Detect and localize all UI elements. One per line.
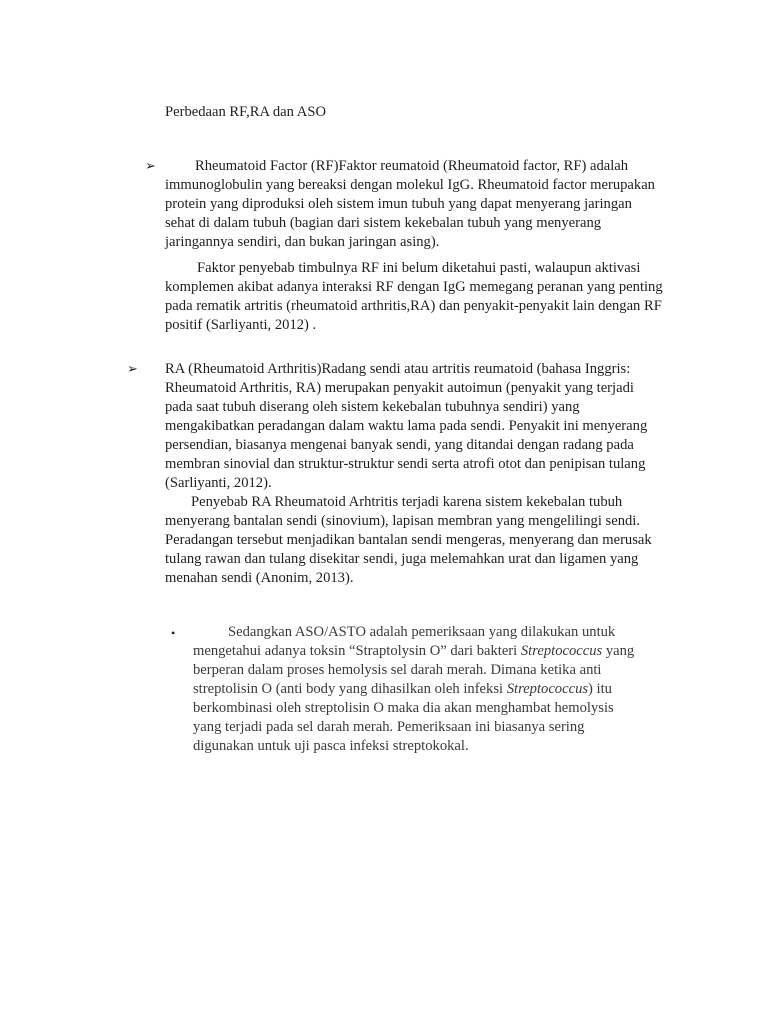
aso-text-c: ) itu berkombinasi oleh streptolisin O maka dia akan menghambat hemolysis yang terjadi pada sel darah merah. Pemeriksaan ini biasanya sering digunakan untuk uji pasca infeksi streptokokal. bbox=[193, 681, 614, 754]
ra-paragraph-2-text: Penyebab RA Rheumatoid Arhtritis terjadi karena sistem kekebalan tubuh menyerang bantalan sendi (sinovium), lapisan membran yang mengelilingi sendi. Peradangan tersebut menjadikan bantalan sendi mengeras, menyerang dan merusak tulang rawan dan tulang disekitar sendi, juga melemahkan urat dan ligamen yang menahan sendi (Anonim, 2013). bbox=[165, 494, 652, 586]
arrow-bullet-icon: ➢ bbox=[145, 158, 156, 173]
ra-paragraph-1 bbox=[165, 360, 663, 493]
dot-bullet-icon: • bbox=[171, 626, 176, 640]
rf-paragraph-2 bbox=[165, 259, 663, 335]
document-title: Perbedaan RF,RA dan ASO bbox=[165, 104, 326, 120]
arrow-bullet-icon: ➢ bbox=[127, 361, 138, 376]
rf-paragraph-1 bbox=[165, 157, 663, 252]
rf-paragraph-1-text: Rheumatoid Factor (RF)Faktor reumatoid (Rheumatoid factor, RF) adalah immunoglobulin yang bereaksi dengan molekul IgG. Rheumatoid factor merupakan protein yang diproduksi oleh sistem imun tubuh yang dapat menyerang jaringan sehat di dalam tubuh (bagian dari sistem kekebalan tubuh yang menyerang jaringannya sendiri, dan bukan jaringan asing). bbox=[165, 158, 655, 250]
ra-paragraph-1-text: RA (Rheumatoid Arthritis)Radang sendi atau artritis reumatoid (bahasa Inggris: Rheumatoid Arthritis, RA) merupakan penyakit autoimun (penyakit yang terjadi pada saat tubuh diserang oleh sistem kekebalan tubuhnya sendiri) yang mengakibatkan peradangan dalam waktu lama pada sendi. Penyakit ini menyerang persendian, biasanya mengenai banyak sendi, yang ditandai dengan radang pada membran sinovial dan struktur-struktur sendi serta atrofi otot dan penipisan tulang (Sarliyanti, 2012). bbox=[165, 361, 648, 491]
aso-text-a: ASO/ASTO adalah pemeriksaan yang dilakukan untuk mengetahui adanya toksin “Straptolysin O” dari bakteri bbox=[193, 624, 616, 659]
aso-paragraph bbox=[193, 623, 638, 756]
aso-text-b: yang berperan dalam proses hemolysis sel darah merah. Dimana ketika anti streptolisin O (anti body yang dihasilkan oleh infeksi bbox=[193, 643, 635, 697]
rf-paragraph-2-text: Faktor penyebab timbulnya RF ini belum diketahui pasti, walaupun aktivasi komplemen akibat adanya interaksi RF dengan IgG memegang peranan yang penting pada rematik artritis (rheumatoid arthritis,RA) dan penyakit-penyakit lain dengan RF positif (Sarliyanti, 2012) . bbox=[165, 260, 663, 333]
aso-italic-b: Streptococcus bbox=[506, 681, 589, 697]
aso-lead-text: Sedangkan bbox=[228, 624, 293, 640]
aso-italic-a: Streptococcus bbox=[520, 643, 603, 659]
ra-paragraph-2 bbox=[165, 493, 663, 588]
